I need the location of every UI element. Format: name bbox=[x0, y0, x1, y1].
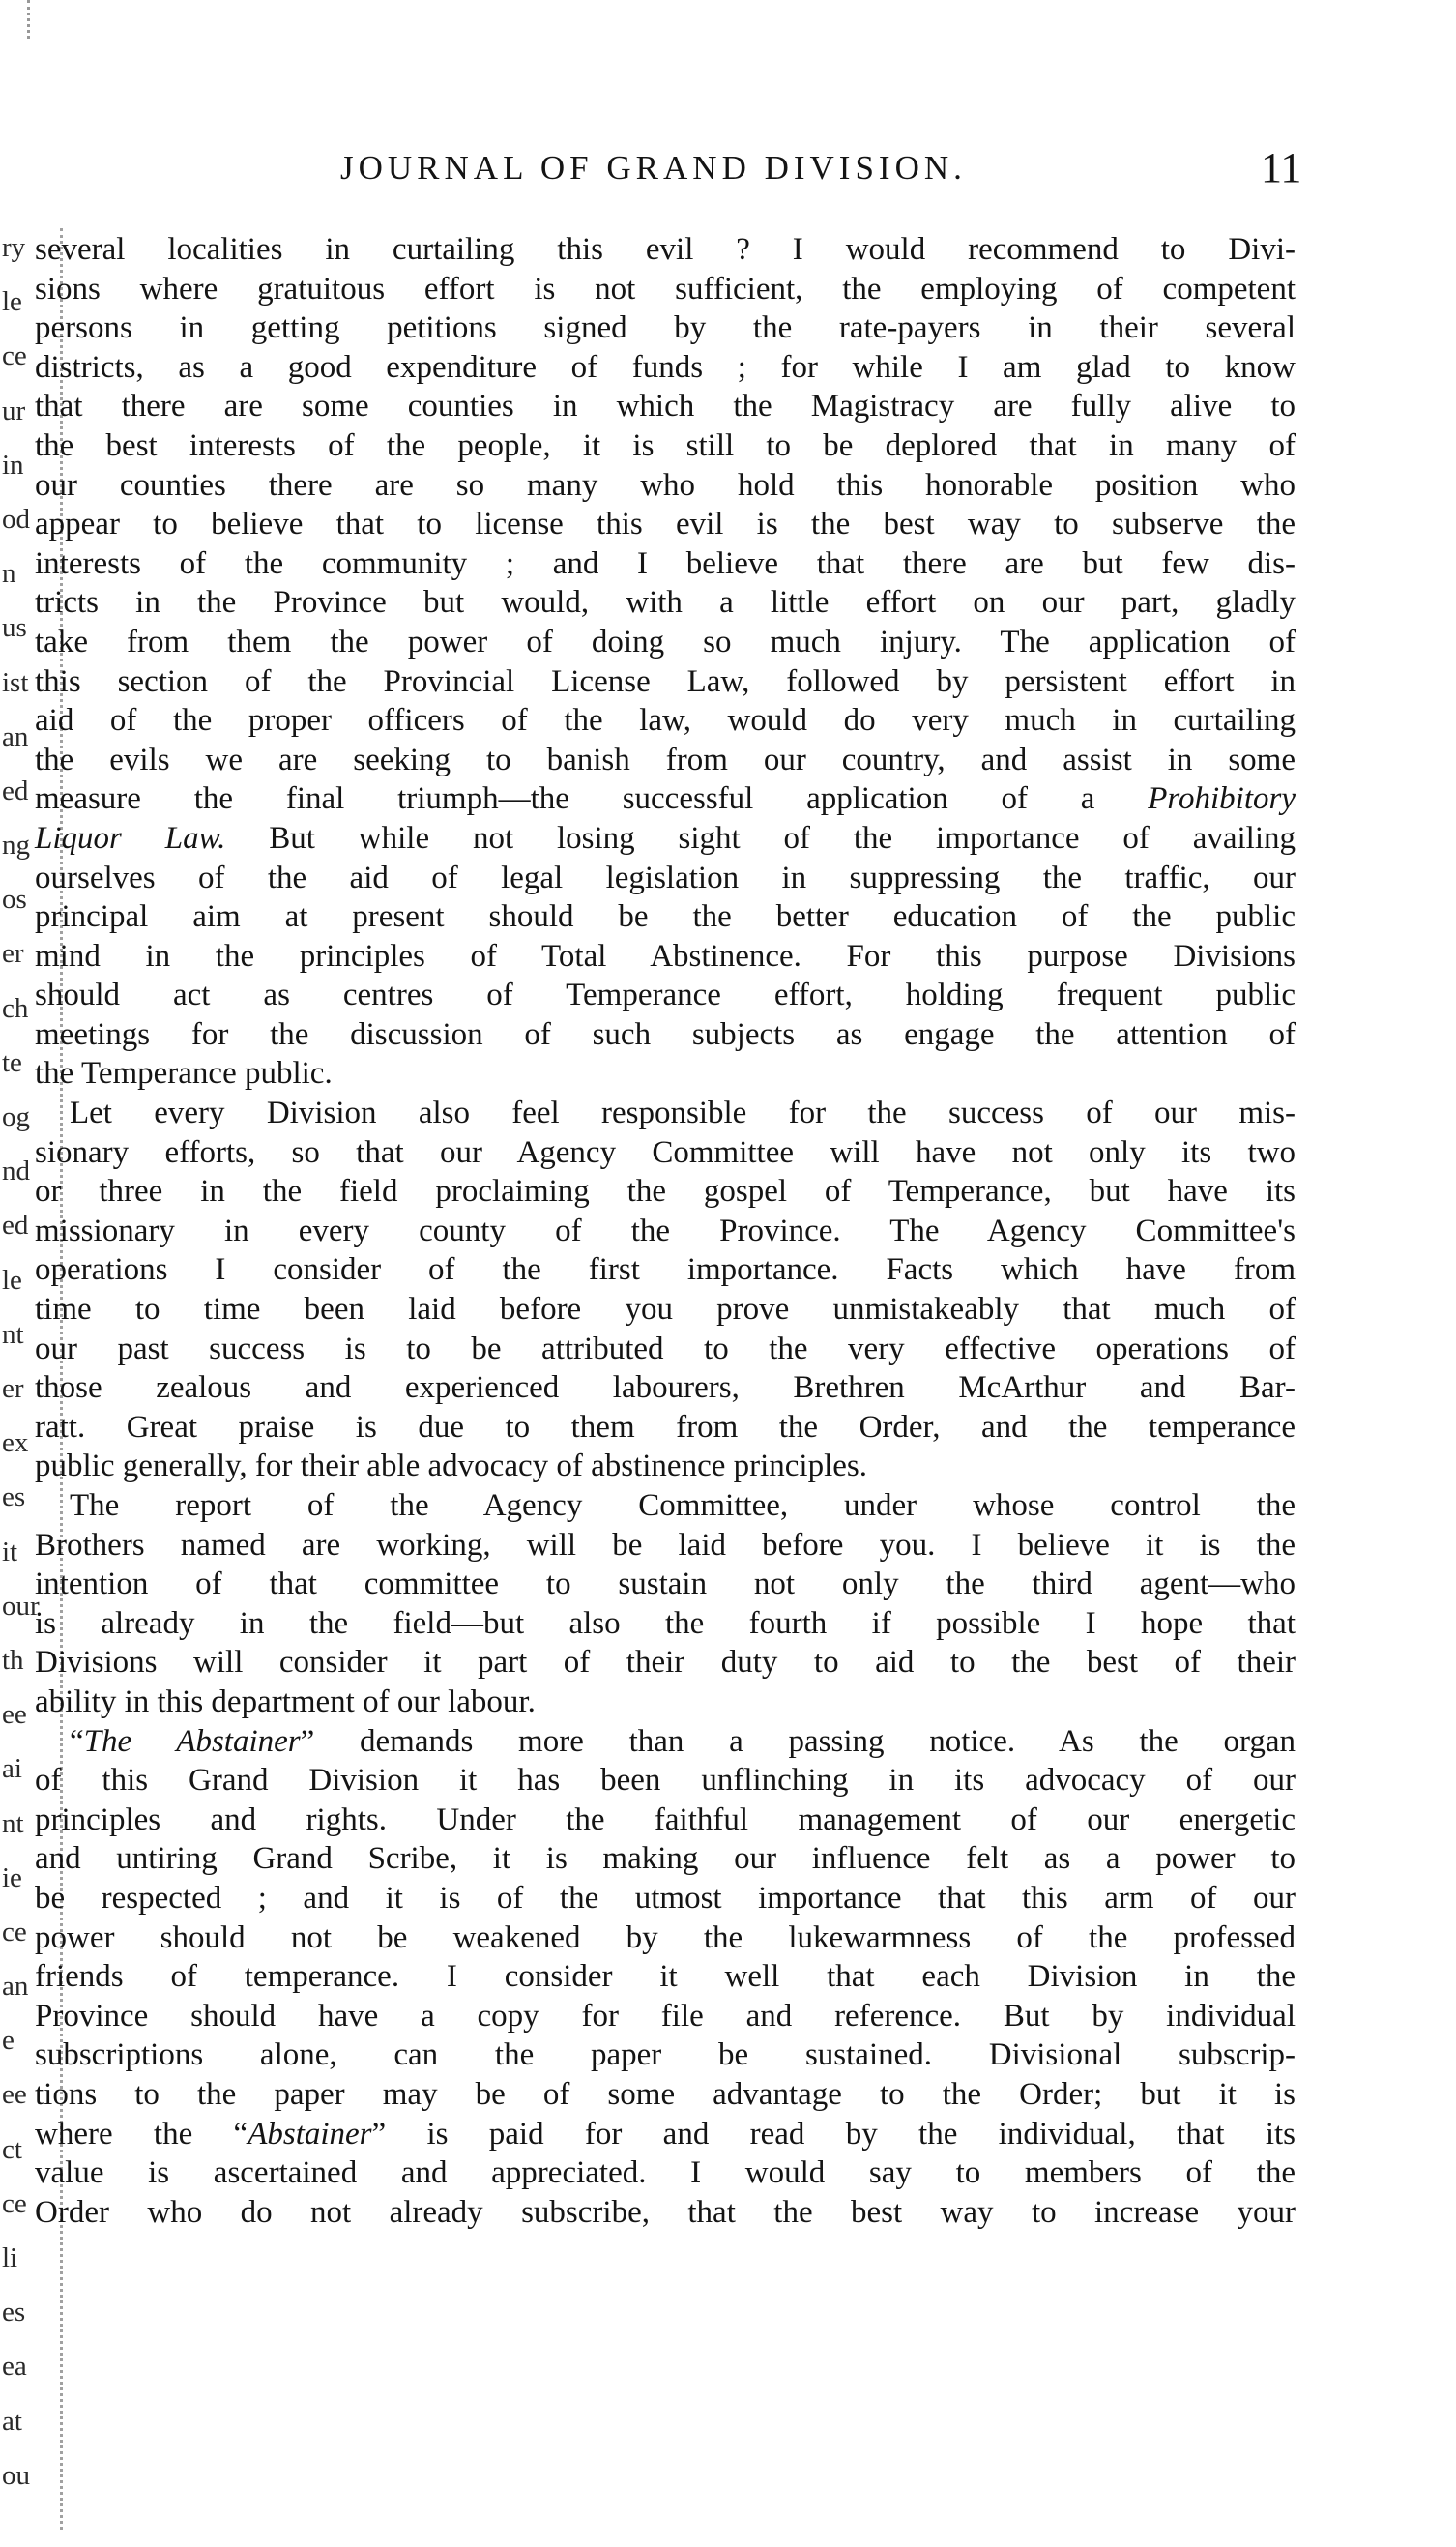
text-run: should act as centres of Temperance effort, holding frequent public bbox=[35, 978, 1296, 1013]
text-line bbox=[35, 387, 1296, 426]
text-line bbox=[35, 1643, 1296, 1683]
text-line bbox=[35, 1839, 1296, 1879]
facing-page-fragment: ie bbox=[2, 1861, 22, 1893]
text-run: those zealous and experienced labourers, Brethren McArthur and Bar- bbox=[35, 1370, 1296, 1406]
text-run: ratt. Great praise is due to them from the Order, and the temperance bbox=[35, 1409, 1296, 1445]
facing-page-fragment: ce bbox=[2, 1916, 27, 1947]
text-line bbox=[35, 1879, 1296, 1918]
text-run: The report of the Agency Committee, under whose control the bbox=[70, 1488, 1296, 1523]
text-line bbox=[35, 2153, 1296, 2193]
text-run: Brothers named are working, will be laid before you. I believe it is the bbox=[35, 1527, 1296, 1563]
facing-page-fragment: ist bbox=[2, 666, 29, 698]
text-line bbox=[35, 1604, 1296, 1644]
text-line bbox=[35, 976, 1296, 1015]
text-line bbox=[35, 544, 1296, 584]
facing-page-fragment: er bbox=[2, 1373, 24, 1404]
text-line bbox=[35, 1800, 1296, 1840]
facing-page-fragment: od bbox=[2, 503, 30, 535]
page-number: 11 bbox=[1261, 144, 1302, 191]
text-run: ” is paid for and read by the individual, that its bbox=[371, 2116, 1296, 2152]
facing-page-fragment: ee bbox=[2, 1699, 27, 1731]
text-line bbox=[35, 1486, 1296, 1526]
text-line bbox=[35, 1447, 1296, 1486]
text-run: But while not losing sight of the importance of availing bbox=[225, 820, 1296, 856]
facing-page-fragment: es bbox=[2, 1481, 26, 1513]
text-line bbox=[35, 741, 1296, 780]
italic-text: The Abstainer bbox=[83, 1723, 301, 1759]
text-line bbox=[35, 819, 1296, 859]
facing-page-fragment: in bbox=[2, 449, 24, 481]
text-line bbox=[35, 2075, 1296, 2115]
text-line bbox=[35, 1408, 1296, 1448]
facing-page-fragment: ry bbox=[2, 232, 26, 263]
text-run: Province should have a copy for file and reference. But by individual bbox=[35, 1998, 1296, 2034]
text-line bbox=[35, 583, 1296, 623]
text-run: where the “ bbox=[35, 2116, 248, 2152]
text-run: Order who do not already subscribe, that the best way to increase your bbox=[35, 2194, 1296, 2230]
text-run: meetings for the discussion of such subjects as engage the attention of bbox=[35, 1016, 1296, 1052]
text-run: is already in the field—but also the fourth if possible I hope that bbox=[35, 1605, 1296, 1641]
text-run: principal aim at present should be the better education of the public bbox=[35, 899, 1296, 935]
text-run: districts, as a good expenditure of funds ; for while I am glad to know bbox=[35, 349, 1296, 385]
italic-text: Prohibitory bbox=[1148, 781, 1296, 817]
facing-page-fragment: li bbox=[2, 2242, 18, 2274]
text-run: tricts in the Province but would, with a little effort on our part, gladly bbox=[35, 585, 1296, 621]
text-run: ourselves of the aid of legal legislation in suppressing the traffic, our bbox=[35, 860, 1296, 895]
text-run: appear to believe that to license this evil is the best way to subserve the bbox=[35, 507, 1296, 542]
facing-page-fragment: ai bbox=[2, 1753, 22, 1785]
facing-page-fragment: ou bbox=[2, 2459, 30, 2491]
text-run: Divisions will consider it part of their duty to aid to the best of their bbox=[35, 1645, 1296, 1681]
facing-page-fragment: nt bbox=[2, 1318, 24, 1350]
text-line bbox=[35, 1290, 1296, 1330]
text-run: of this Grand Division it has been unflinching in its advocacy of our bbox=[35, 1763, 1296, 1799]
text-run: interests of the community ; and I believe that there are but few dis- bbox=[35, 545, 1296, 581]
text-run: friends of temperance. I consider it well that each Division in the bbox=[35, 1959, 1296, 1995]
text-line bbox=[35, 1054, 1296, 1094]
text-run: principles and rights. Under the faithful management of our energetic bbox=[35, 1801, 1296, 1837]
text-line bbox=[35, 1133, 1296, 1173]
text-line bbox=[35, 1526, 1296, 1566]
text-line bbox=[35, 623, 1296, 662]
facing-page-fragment: os bbox=[2, 884, 27, 916]
facing-page-fragment: le bbox=[2, 1264, 22, 1296]
facing-page-fragment: ct bbox=[2, 2133, 22, 2165]
text-run: intention of that committee to sustain not only the third agent—who bbox=[35, 1566, 1296, 1602]
text-line bbox=[35, 2115, 1296, 2154]
text-run: this section of the Provincial License Law, followed by persistent effort in bbox=[35, 663, 1296, 699]
text-run: missionary in every county of the Province. The Agency Committee's bbox=[35, 1213, 1296, 1248]
facing-page-fragment: ed bbox=[2, 775, 29, 806]
facing-page-fragment: nt bbox=[2, 1807, 24, 1839]
binding-shadow-top bbox=[27, 0, 30, 39]
text-line bbox=[35, 1761, 1296, 1800]
text-line bbox=[35, 270, 1296, 309]
facing-page-fragment: ex bbox=[2, 1427, 29, 1459]
facing-page-fragment: th bbox=[2, 1644, 24, 1676]
text-run: value is ascertained and appreciated. I would say to members of the bbox=[35, 2155, 1296, 2191]
facing-page-fragment: ea bbox=[2, 2351, 27, 2383]
facing-page-fragment: es bbox=[2, 2297, 26, 2328]
text-run: the evils we are seeking to banish from our country, and assist in some bbox=[35, 742, 1296, 777]
text-line bbox=[35, 1683, 1296, 1722]
text-run: our past success is to be attributed to the very effective operations of bbox=[35, 1331, 1296, 1366]
facing-page-fragment: us bbox=[2, 612, 27, 644]
text-run: persons in getting petitions signed by the rate-payers in their several bbox=[35, 310, 1296, 346]
text-run: several localities in curtailing this evil ? I would recommend to Divi- bbox=[35, 232, 1296, 267]
text-line bbox=[35, 897, 1296, 937]
text-run: the Temperance public. bbox=[35, 1056, 333, 1092]
text-run: ability in this department of our labour. bbox=[35, 1683, 536, 1719]
text-run: public generally, for their able advocacy of abstinence principles. bbox=[35, 1449, 867, 1484]
facing-page-fragment: ng bbox=[2, 830, 30, 862]
text-line bbox=[35, 1172, 1296, 1212]
text-line bbox=[35, 1368, 1296, 1408]
facing-page-fragment: at bbox=[2, 2405, 22, 2437]
text-run: or three in the field proclaiming the gospel of Temperance, but have its bbox=[35, 1174, 1296, 1210]
facing-page-fragment: ce bbox=[2, 2187, 27, 2219]
text-line bbox=[35, 1565, 1296, 1604]
facing-page-fragment: it bbox=[2, 1536, 18, 1567]
facing-page-fragment: og bbox=[2, 1101, 30, 1133]
text-run: time to time been laid before you prove unmistakeably that much of bbox=[35, 1292, 1296, 1328]
text-run: sions where gratuitous effort is not sufficient, the employing of competent bbox=[35, 271, 1296, 307]
text-line bbox=[35, 2035, 1296, 2075]
text-run: take from them the power of doing so much injury. The application of bbox=[35, 624, 1296, 659]
facing-page-fragment: ed bbox=[2, 1210, 29, 1242]
text-line bbox=[35, 348, 1296, 388]
facing-page-fragment: le bbox=[2, 286, 22, 318]
text-line bbox=[35, 859, 1296, 898]
facing-page-fragment: ee bbox=[2, 2079, 27, 2111]
facing-page-fragment: an bbox=[2, 1971, 29, 2003]
text-run: “ bbox=[70, 1723, 84, 1759]
facing-page-fragment: an bbox=[2, 720, 29, 752]
text-run: that there are some counties in which the Magistracy are fully alive to bbox=[35, 389, 1296, 424]
text-line bbox=[35, 2193, 1296, 2233]
text-line bbox=[35, 779, 1296, 819]
facing-page-fragment: ce bbox=[2, 340, 27, 372]
text-line bbox=[35, 662, 1296, 702]
text-line bbox=[35, 1015, 1296, 1055]
facing-page-fragment: ch bbox=[2, 992, 29, 1024]
running-head: JOURNAL OF GRAND DIVISION. bbox=[340, 149, 967, 187]
text-run: aid of the proper officers of the law, would do very much in curtailing bbox=[35, 703, 1296, 739]
facing-page-fragment: n bbox=[2, 558, 16, 590]
text-run: the best interests of the people, it is still to be deplored that in many of bbox=[35, 427, 1296, 463]
text-line bbox=[35, 701, 1296, 741]
text-line bbox=[35, 466, 1296, 506]
text-line bbox=[35, 937, 1296, 977]
text-line bbox=[35, 308, 1296, 348]
text-run: operations I consider of the first importance. Facts which have from bbox=[35, 1252, 1296, 1288]
page-header bbox=[0, 143, 1456, 201]
text-run: mind in the principles of Total Abstinence. For this purpose Divisions bbox=[35, 938, 1296, 974]
body-text bbox=[35, 230, 1296, 2232]
text-line bbox=[35, 230, 1296, 270]
text-line bbox=[35, 1957, 1296, 1997]
facing-page-fragment: er bbox=[2, 938, 24, 970]
text-run: subscriptions alone, can the paper be sustained. Divisional subscrip- bbox=[35, 2037, 1296, 2073]
facing-page-fragment: our bbox=[2, 1590, 40, 1622]
text-run: our counties there are so many who hold this honorable position who bbox=[35, 467, 1296, 503]
text-run: ” demands more than a passing notice. As the organ bbox=[300, 1723, 1296, 1759]
text-line bbox=[35, 1094, 1296, 1133]
text-line bbox=[35, 426, 1296, 466]
text-run: Let every Division also feel responsible for the success of our mis- bbox=[70, 1096, 1296, 1131]
facing-page-fragment: te bbox=[2, 1046, 22, 1078]
facing-page-fragment: nd bbox=[2, 1156, 30, 1187]
text-line bbox=[35, 1918, 1296, 1958]
text-line bbox=[35, 1212, 1296, 1251]
text-run: measure the final triumph—the successful application of a bbox=[35, 781, 1149, 817]
text-run: tions to the paper may be of some advantage to the Order; but it is bbox=[35, 2076, 1296, 2112]
text-run: and untiring Grand Scribe, it is making our influence felt as a power to bbox=[35, 1841, 1296, 1877]
text-line bbox=[35, 1997, 1296, 2036]
facing-page-fragment: ur bbox=[2, 395, 26, 426]
text-line bbox=[35, 505, 1296, 544]
facing-page-fragment: e bbox=[2, 2025, 15, 2057]
italic-text: Abstainer bbox=[248, 2116, 372, 2152]
text-run: be respected ; and it is of the utmost importance that this arm of our bbox=[35, 1880, 1296, 1916]
text-line bbox=[35, 1250, 1296, 1290]
italic-text: Liquor Law. bbox=[35, 820, 226, 856]
text-run: power should not be weakened by the lukewarmness of the professed bbox=[35, 1919, 1296, 1955]
text-line bbox=[35, 1722, 1296, 1762]
text-run: sionary efforts, so that our Agency Committee will have not only its two bbox=[35, 1134, 1296, 1170]
text-line bbox=[35, 1330, 1296, 1369]
